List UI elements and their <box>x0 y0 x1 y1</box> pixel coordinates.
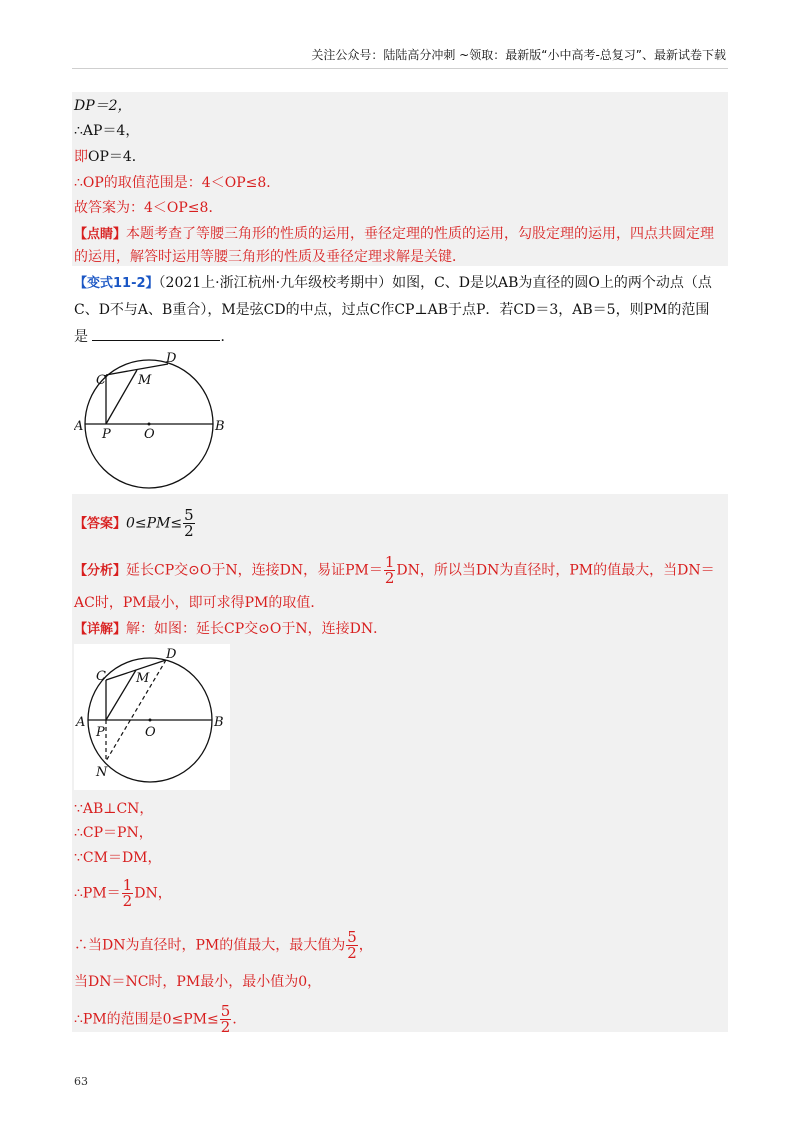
label-o: O <box>145 725 156 740</box>
proof-4-den: 2 <box>122 892 133 910</box>
center-dot <box>149 719 152 722</box>
label-p: P <box>102 427 111 442</box>
proof-line-3: ∵CM＝DM， <box>74 850 162 866</box>
question-text-1: （2021上·浙江杭州·九年级校考期中）如图，C、D是以AB为直径的圆O上的两个动点（点 <box>158 275 712 291</box>
question-line-3 <box>74 326 234 347</box>
analysis-tag: 【分析】 <box>74 563 127 579</box>
prev-line-2: ∴AP＝4， <box>74 123 140 139</box>
prev-line-3 <box>74 147 146 167</box>
proof-4-num: 1 <box>122 876 133 894</box>
analysis-line-2: AC时，PM最小，即可求得PM的取值． <box>74 595 325 611</box>
segment-pm <box>106 670 136 720</box>
detail-text: 解：如图：延长CP交⊙O于N，连接DN． <box>126 621 388 637</box>
label-c: C <box>96 669 106 684</box>
proof-7-den: 2 <box>220 1018 231 1036</box>
question-end: ． <box>220 329 235 345</box>
question-tag: 【变式11-2】 <box>74 276 159 291</box>
proof-line-2: ∴CP＝PN， <box>74 825 153 841</box>
page-number: 63 <box>74 1075 88 1088</box>
proof-4-b: DN， <box>134 885 172 902</box>
answer-blank <box>92 326 220 341</box>
page-header: 关注公众号：陆陆高分冲刺 ~领取：最新版“小中高考-总复习”、最新试卷下载 <box>311 48 726 62</box>
label-c: C <box>96 373 106 388</box>
center-dot <box>148 423 151 426</box>
question-text-3: 是 <box>74 329 88 345</box>
analysis-fraction <box>384 555 396 586</box>
proof-7-num: 5 <box>220 1002 231 1020</box>
analysis-line-1 <box>74 555 715 586</box>
proof-line-6: 当DN＝NC时，PM最小，最小值为0， <box>74 974 322 990</box>
answer-expr: 0≤PM≤ <box>126 515 183 532</box>
dianjing-text-1: 本题考查了等腰三角形的性质的运用，垂径定理的性质的运用，勾股定理的运用，四点共圆定理 <box>126 226 715 242</box>
answer-frac-num: 5 <box>184 506 194 524</box>
figure-2 <box>74 644 234 790</box>
label-a: A <box>74 419 84 434</box>
figure-1 <box>74 348 234 496</box>
label-a: A <box>76 715 86 730</box>
question-line-2: C、D不与A、B重合），M是弦CD的中点，过点C作CP⊥AB于点P．若CD＝3，AB＝5，则PM的范围 <box>74 302 710 318</box>
analysis-frac-den: 2 <box>384 569 395 587</box>
proof-line-7 <box>74 1004 246 1035</box>
proof-line-1: ∵AB⊥CN， <box>74 801 154 817</box>
label-d: D <box>166 351 177 366</box>
prev-line-1: DP＝2， <box>74 98 132 114</box>
proof-7-b: ． <box>232 1011 247 1028</box>
dianjing-line-1 <box>74 224 714 245</box>
prev-line-3-prefix: 即 <box>74 149 88 165</box>
label-b: B <box>214 715 224 730</box>
proof-5-den: 2 <box>347 944 357 962</box>
label-d: D <box>166 647 177 662</box>
proof-5-b: ， <box>358 937 373 954</box>
proof-line-5 <box>74 930 373 961</box>
dianjing-text-2: 的运用，解答时运用等腰三角形的性质及垂径定理求解是关键． <box>74 249 466 265</box>
proof-7-fraction <box>220 1004 232 1035</box>
analysis-part-2: DN，所以当DN为直径时，PM的值最大，当DN＝ <box>396 562 715 579</box>
segment-pm <box>106 370 137 424</box>
dianjing-tag: 【点睛】 <box>74 227 127 242</box>
proof-5-fraction <box>346 930 358 961</box>
answer-tag: 【答案】 <box>74 516 127 532</box>
detail-tag: 【详解】 <box>74 622 127 637</box>
proof-5-num: 5 <box>347 928 357 946</box>
prev-line-4: ∴OP的取值范围是：4＜OP≤8． <box>74 175 281 191</box>
answer-fraction <box>183 508 195 539</box>
proof-7-a: ∴PM的范围是0≤PM≤ <box>74 1011 219 1028</box>
proof-4-a: ∴PM＝ <box>74 885 121 902</box>
label-m: M <box>136 671 150 686</box>
label-m: M <box>138 373 152 388</box>
header-divider <box>72 68 728 69</box>
answer-frac-den: 2 <box>184 522 194 540</box>
analysis-part-1: 延长CP交⊙O于N，连接DN，易证PM＝ <box>126 562 383 579</box>
answer-line <box>74 508 196 539</box>
label-o: O <box>144 427 155 442</box>
label-n: N <box>96 765 108 780</box>
proof-line-4 <box>74 878 172 909</box>
question-line-1 <box>74 273 712 294</box>
proof-4-fraction <box>122 878 134 909</box>
proof-5-a: ∴当DN为直径时，PM的值最大，最大值为 <box>74 937 346 954</box>
prev-line-5: 故答案为：4＜OP≤8． <box>74 200 223 216</box>
label-p: P <box>96 725 105 740</box>
prev-line-3-body: OP＝4． <box>88 149 146 165</box>
label-b: B <box>215 419 225 434</box>
analysis-frac-num: 1 <box>384 553 395 571</box>
detail-line <box>74 619 387 640</box>
